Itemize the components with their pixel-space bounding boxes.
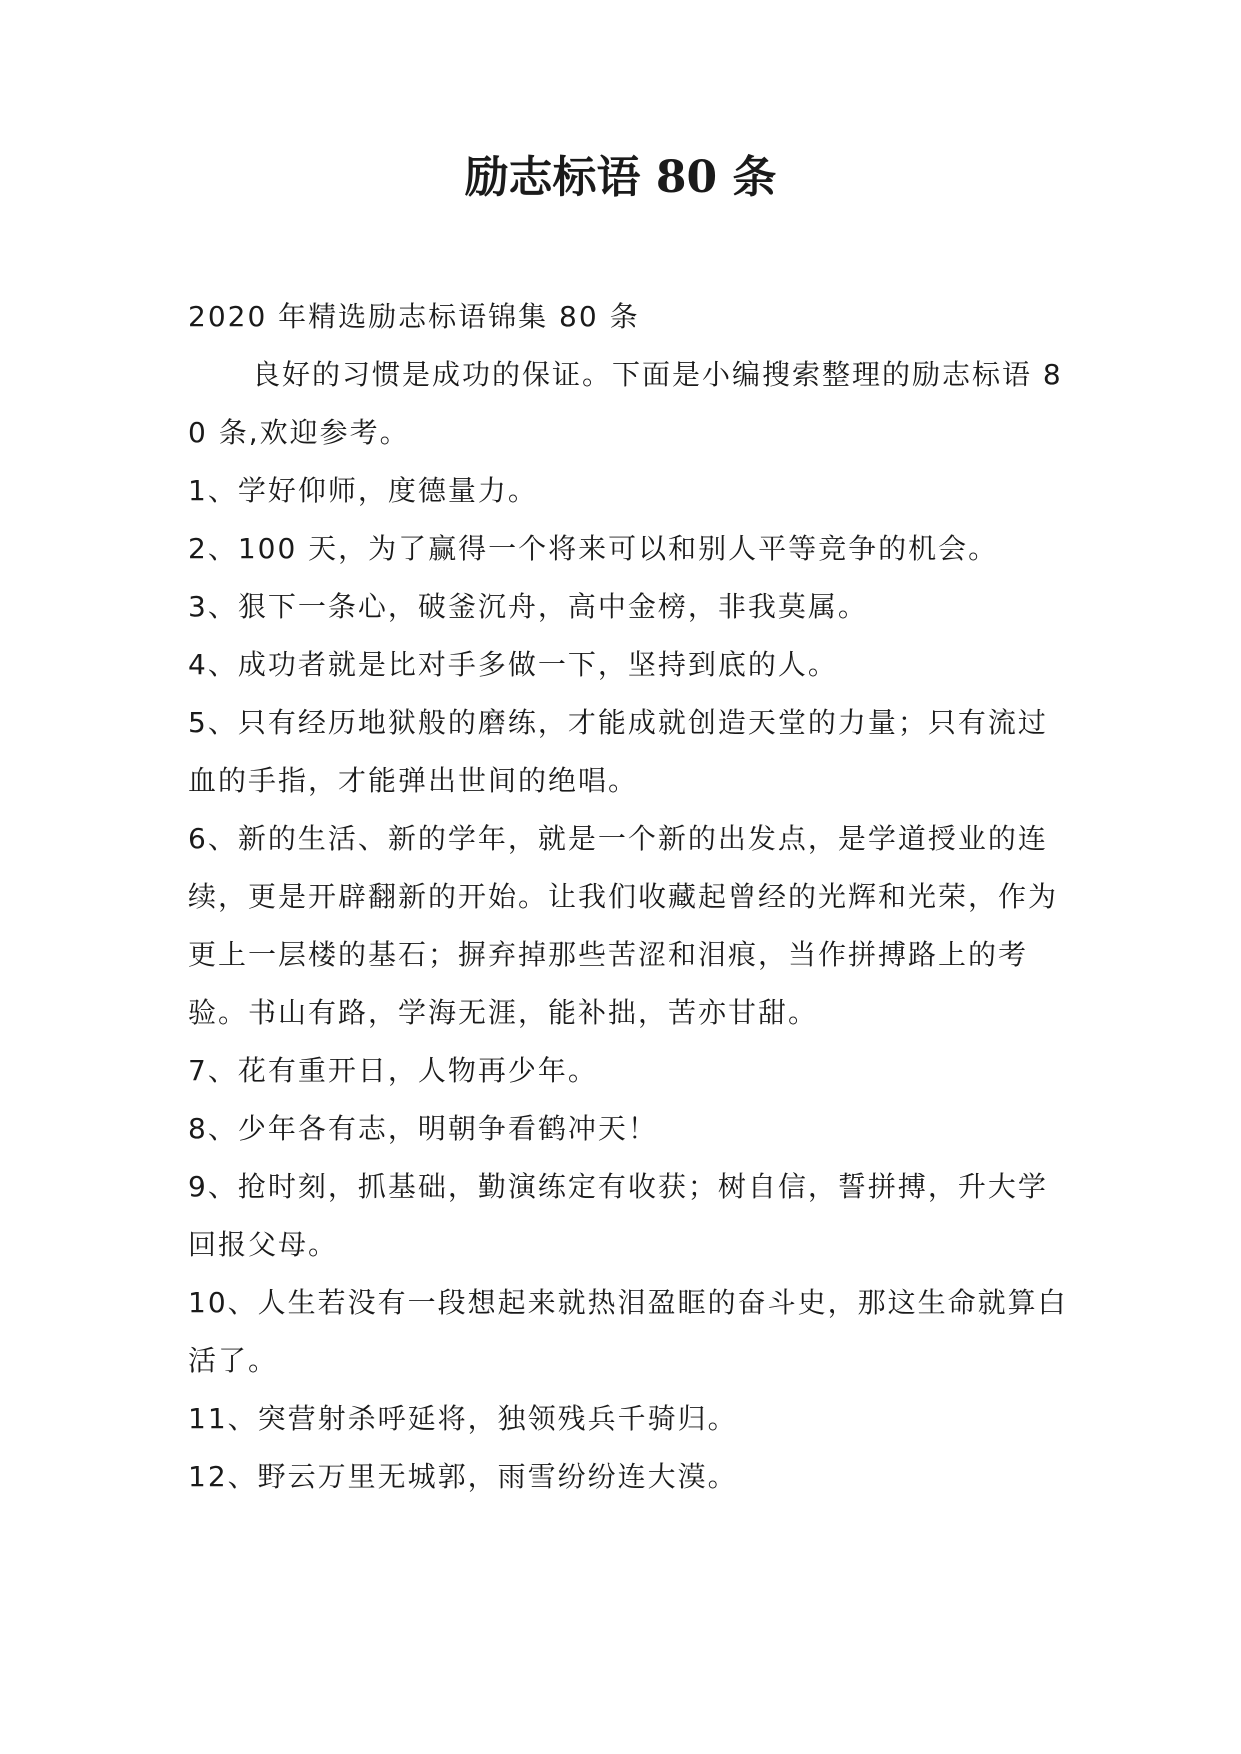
slogan-item-7: 7、花有重开日，人物再少年。 <box>188 1054 598 1087</box>
slogan-item-10: 10、人生若没有一段想起来就热泪盈眶的奋斗史，那这生命就算白活了。 <box>188 1286 1068 1377</box>
slogan-item-5: 5、只有经历地狱般的磨练，才能成就创造天堂的力量；只有流过血的手指，才能弹出世间的绝唱。 <box>188 706 1048 797</box>
slogan-item-8: 8、少年各有志，明朝争看鹤冲天！ <box>188 1112 658 1145</box>
document-subtitle: 2020 年精选励志标语锦集 80 条 <box>188 300 640 333</box>
slogan-item-6: 6、新的生活、新的学年，就是一个新的出发点，是学道授业的连续，更是开辟翻新的开始。让我们收藏起曾经的光辉和光荣，作为更上一层楼的基石；摒弃掉那些苦涩和泪痕，当作拼搏路上的考验。书山有路，学海无涯，能补拙，苦亦甘甜。 <box>188 822 1059 1029</box>
slogan-item-2: 2、100 天，为了赢得一个将来可以和别人平等竞争的机会。 <box>188 532 999 565</box>
slogan-item-3: 3、狠下一条心，破釜沉舟，高中金榜，非我莫属。 <box>188 590 868 623</box>
document-body <box>188 288 1068 1506</box>
slogan-item-4: 4、成功者就是比对手多做一下，坚持到底的人。 <box>188 648 838 681</box>
slogan-item-1: 1、学好仰师，度德量力。 <box>188 474 538 507</box>
slogan-item-9: 9、抢时刻，抓基础，勤演练定有收获；树自信，誓拼搏，升大学回报父母。 <box>188 1170 1048 1261</box>
slogan-item-12: 12、野云万里无城郭，雨雪纷纷连大漠。 <box>188 1460 738 1493</box>
intro-paragraph: 良好的习惯是成功的保证。下面是小编搜索整理的励志标语 80 条,欢迎参考。 <box>188 358 1063 449</box>
slogan-item-11: 11、突营射杀呼延将，独领残兵千骑归。 <box>188 1402 738 1435</box>
document-title: 励志标语 80 条 <box>464 152 777 203</box>
